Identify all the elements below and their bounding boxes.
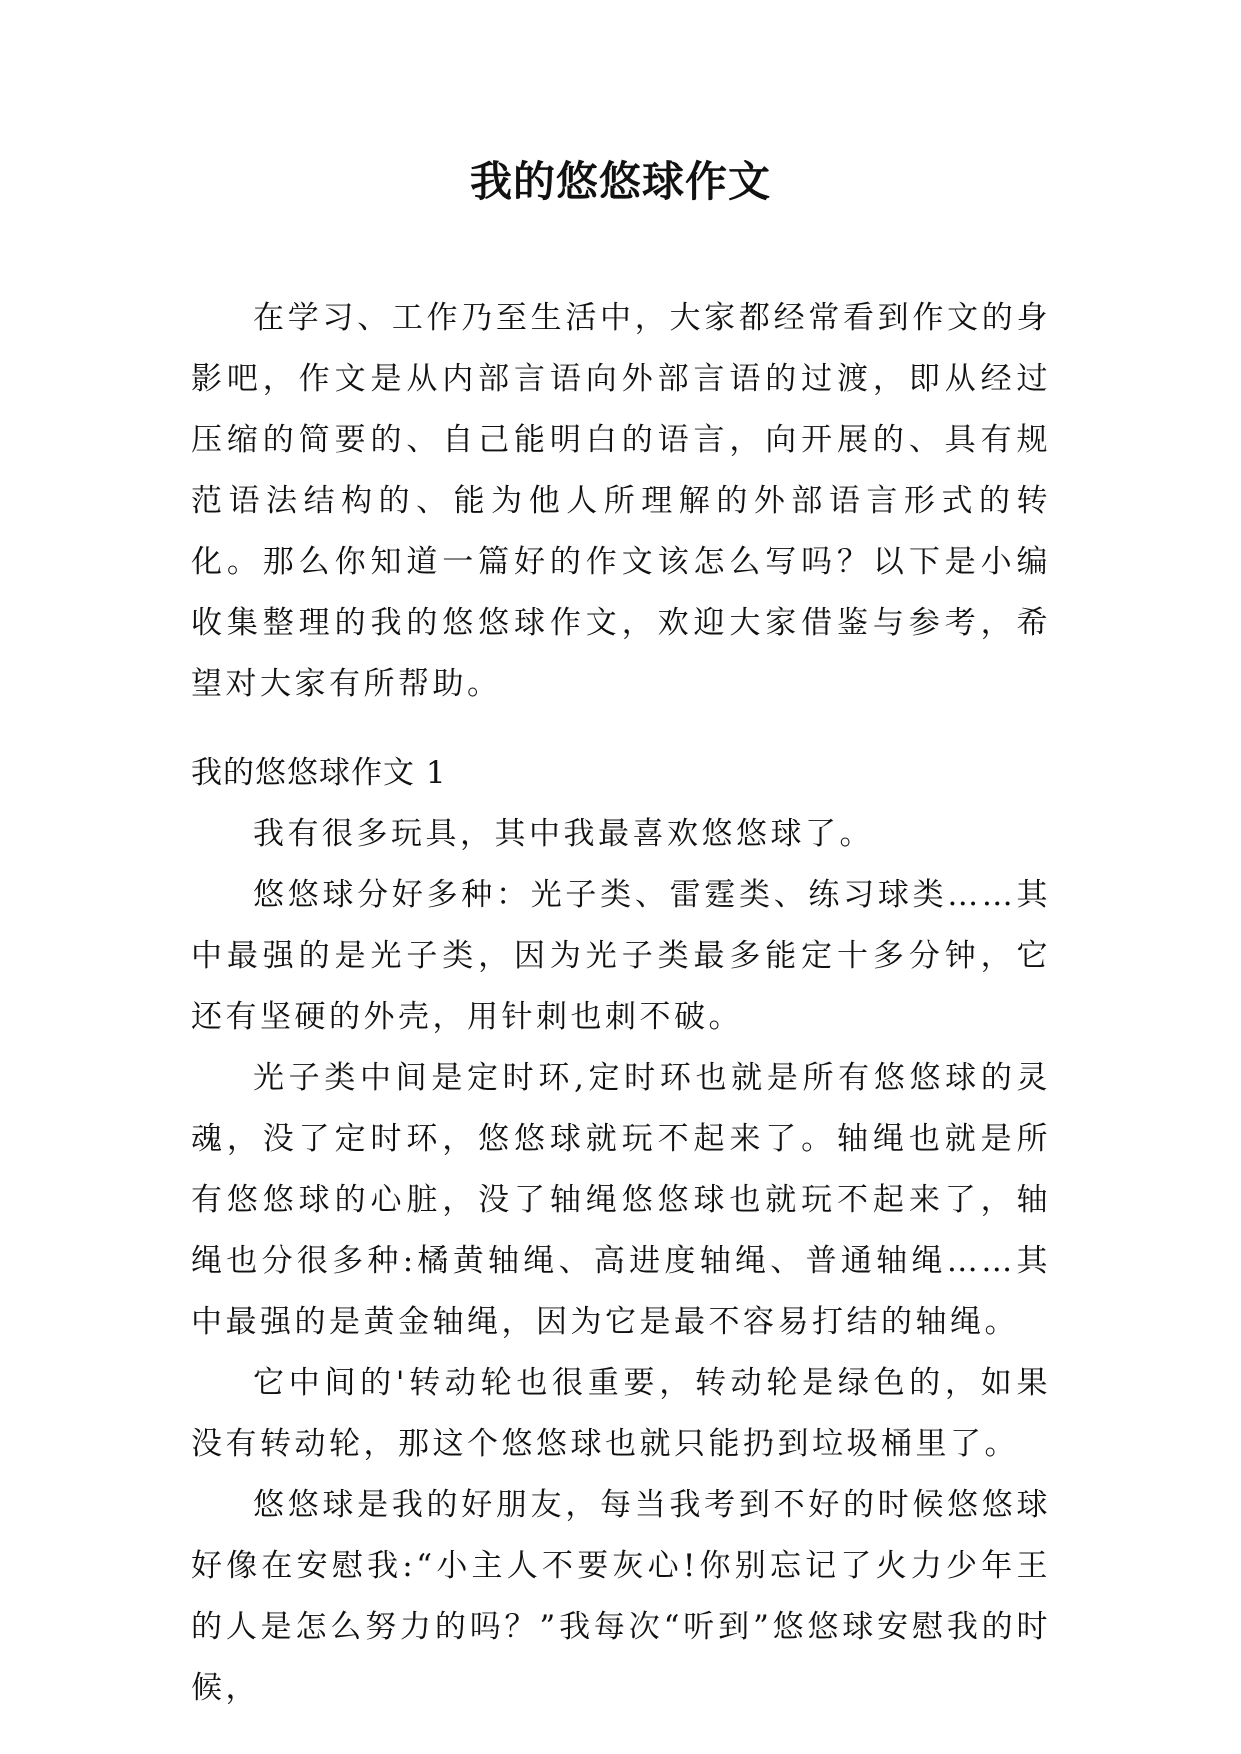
- body-paragraph: 我有很多玩具，其中我最喜欢悠悠球了。: [253, 816, 874, 852]
- document-title: 我的悠悠球作文: [469, 157, 771, 206]
- body-paragraph: 悠悠球分好多种：光子类、雷霆类、练习球类……其中最强的是光子类，因为光子类最多能定十多分钟，它还有坚硬的外壳，用针刺也刺不破。: [191, 877, 1051, 1035]
- document-body: [191, 288, 1051, 1719]
- section-heading: 我的悠悠球作文 1: [191, 755, 447, 791]
- body-paragraph: 它中间的'转动轮也很重要，转动轮是绿色的，如果没有转动轮，那这个悠悠球也就只能扔到垃圾桶里了。: [191, 1365, 1051, 1462]
- body-paragraph: 悠悠球是我的好朋友，每当我考到不好的时候悠悠球好像在安慰我:“小主人不要灰心!你别忘记了火力少年王的人是怎么努力的吗？”我每次“听到”悠悠球安慰我的时候，: [191, 1487, 1051, 1706]
- body-paragraph: 光子类中间是定时环,定时环也就是所有悠悠球的灵魂，没了定时环，悠悠球就玩不起来了。轴绳也就是所有悠悠球的心脏，没了轴绳悠悠球也就玩不起来了，轴绳也分很多种:橘黄轴绳、高进度轴绳、普通轴绳……其中最强的是黄金轴绳，因为它是最不容易打结的轴绳。: [191, 1060, 1051, 1340]
- intro-paragraph: 在学习、工作乃至生活中，大家都经常看到作文的身影吧，作文是从内部言语向外部言语的过渡，即从经过压缩的简要的、自己能明白的语言，向开展的、具有规范语法结构的、能为他人所理解的外部语言形式的转化。那么你知道一篇好的作文该怎么写吗？以下是小编收集整理的我的悠悠球作文，欢迎大家借鉴与参考，希望对大家有所帮助。: [191, 300, 1051, 702]
